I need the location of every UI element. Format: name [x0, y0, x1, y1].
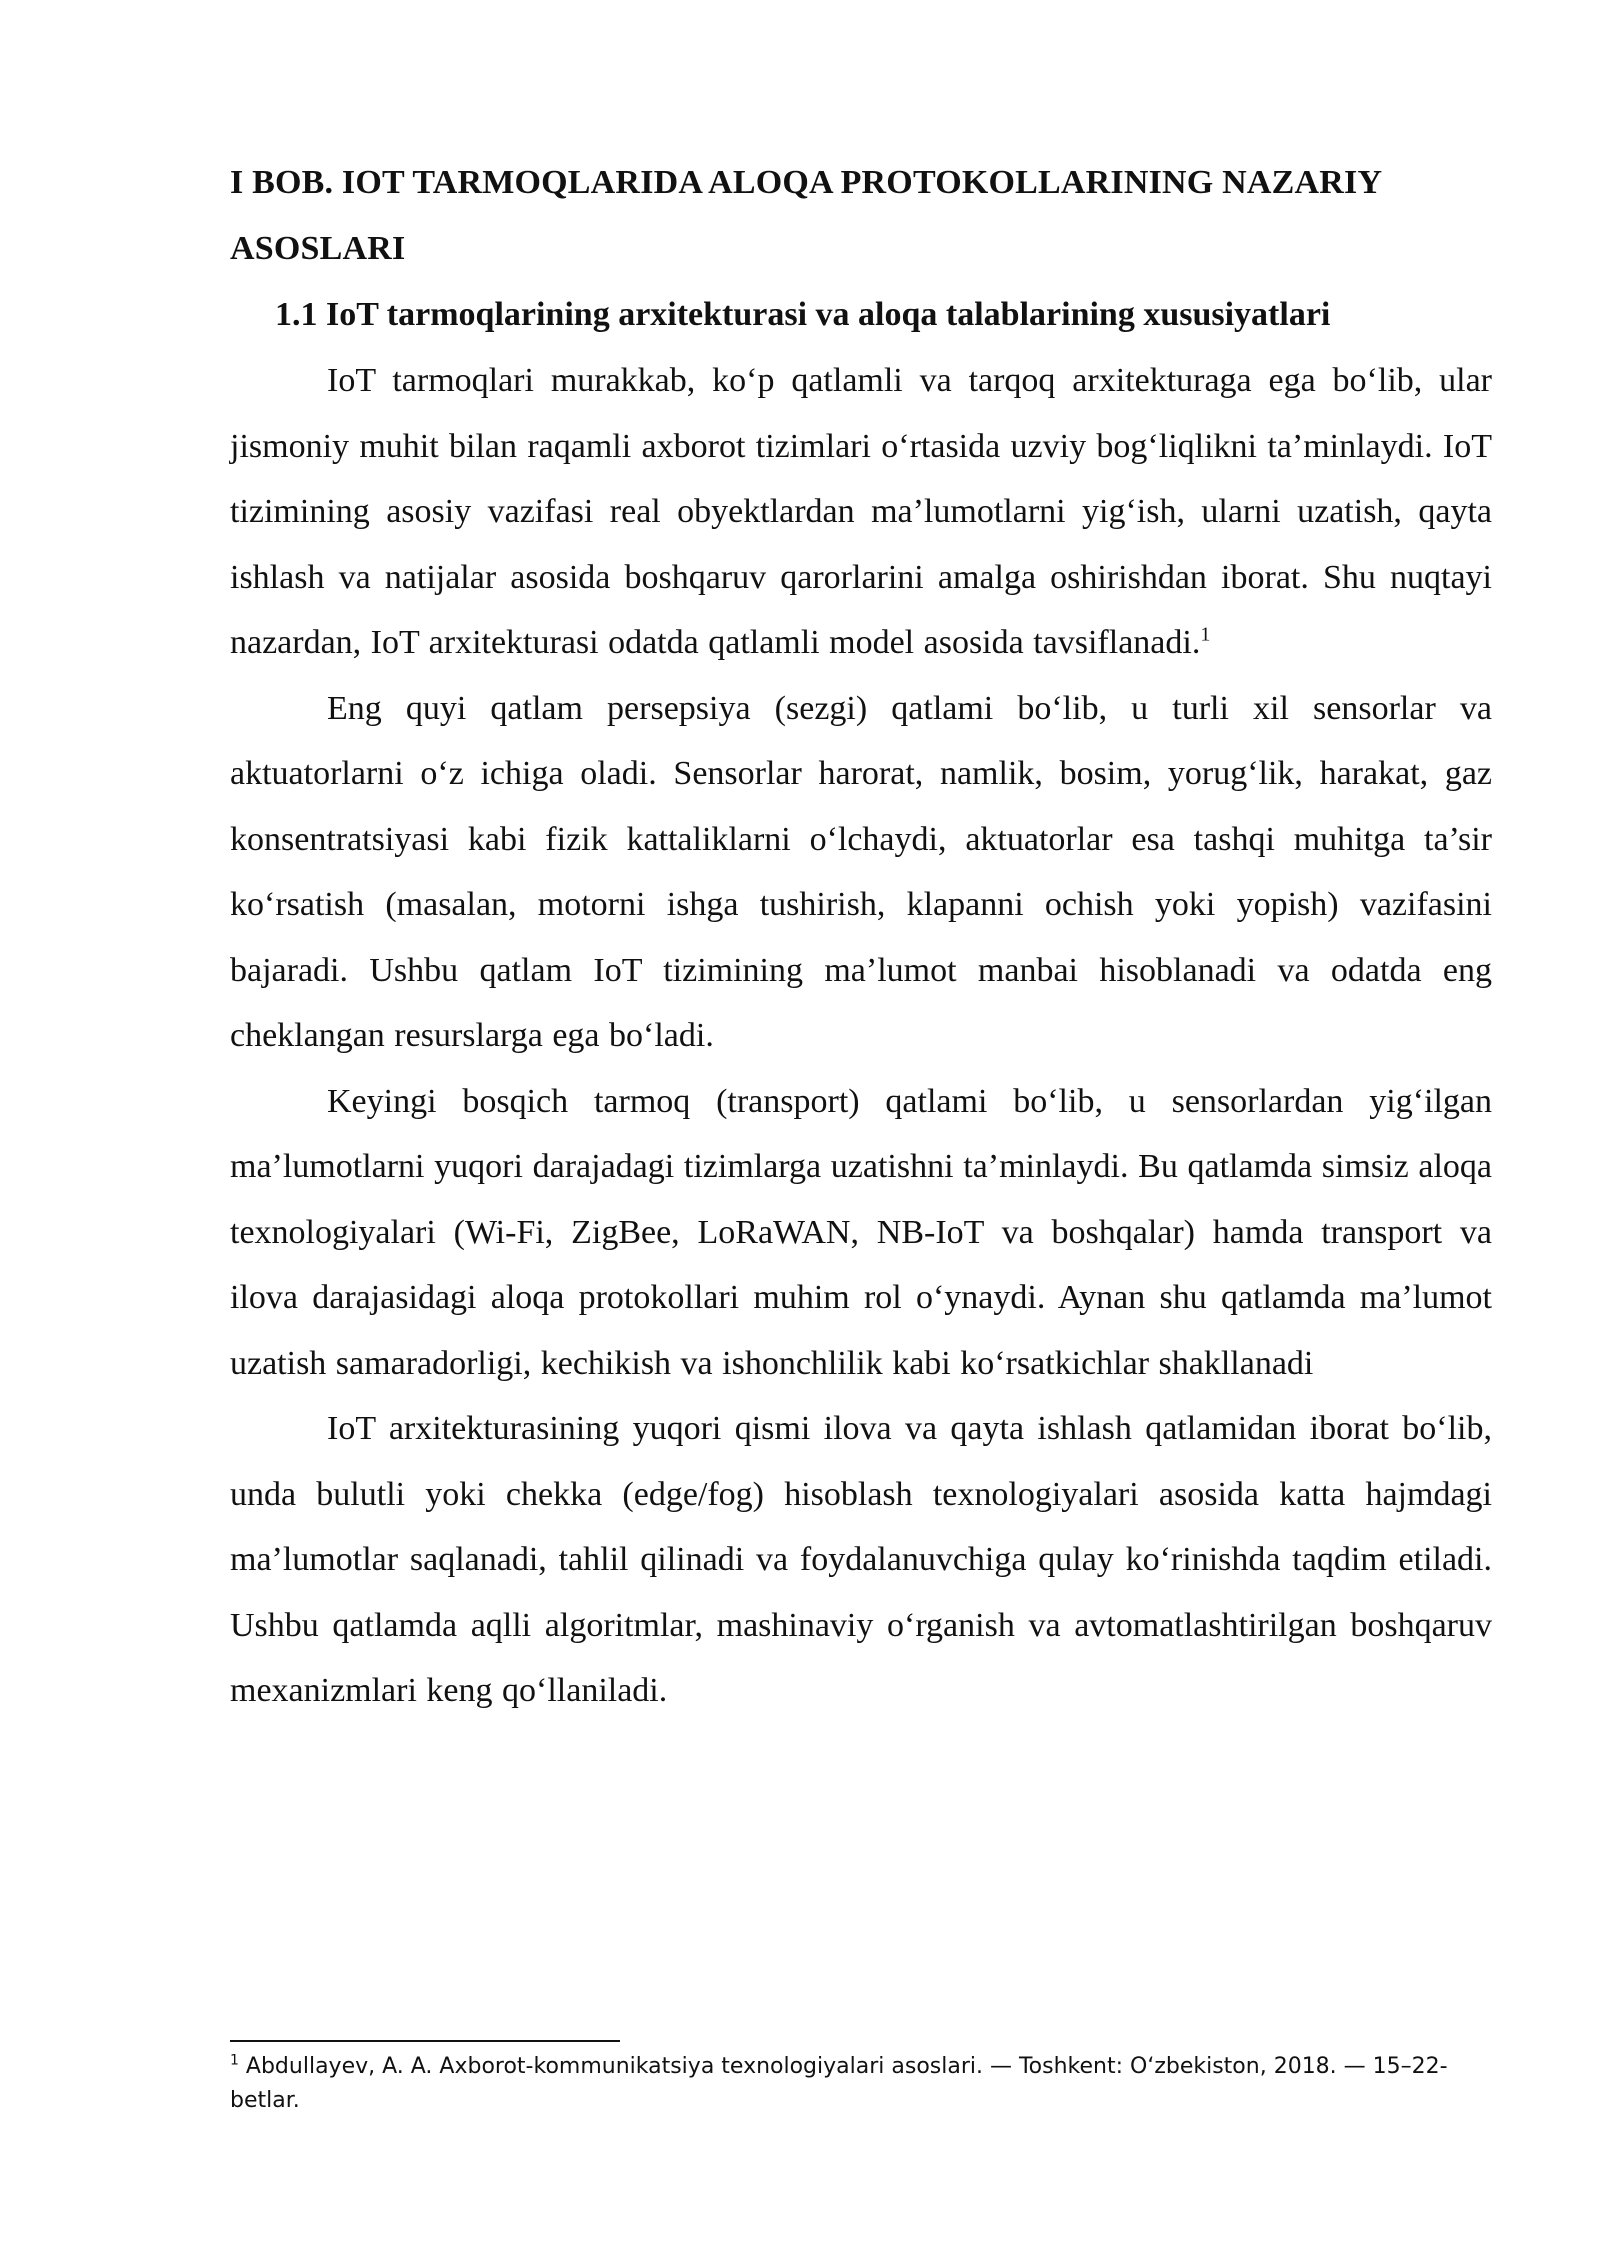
page-body	[230, 150, 1492, 1724]
section-title: 1.1 IoT tarmoqlarining arxitekturasi va aloqa talablarining xususiyatlari	[275, 296, 1331, 333]
paragraph-3: Keyingi bosqich tarmoq (transport) qatlami bo‘lib, u sensorlardan yig‘ilgan ma’lumotlarni yuqori darajadagi tizimlarga uzatishni ta’minlaydi. Bu qatlamda simsiz aloqa texnologiyalari (Wi-Fi, ZigBee, LoRaWAN, NB-IoT va boshqalar) hamda transport va ilova darajasidagi aloqa protokollari muhim rol o‘ynaydi. Aynan shu qatlamda ma’lumot uzatish samaradorligi, kechikish va ishonchlilik kabi ko‘rsatkichlar shakllanadi	[230, 1082, 1492, 1382]
paragraph-2: Eng quyi qatlam persepsiya (sezgi) qatlami bo‘lib, u turli xil sensorlar va aktuatorlarni o‘z ichiga oladi. Sensorlar harorat, namlik, bosim, yorug‘lik, harakat, gaz konsentratsiyasi kabi fizik kattaliklarni o‘lchaydi, aktuatorlar esa tashqi muhitga ta’sir ko‘rsatish (masalan, motorni ishga tushirish, klapanni ochish yoki yopish) vazifasini bajaradi. Ushbu qatlam IoT tizimining ma’lumot manbai hisoblanadi va odatda eng cheklangan resurslarga ega bo‘ladi.	[230, 689, 1492, 1054]
footnote-text: Abdullayev, A. A. Axborot-kommunikatsiya texnologiyalari asoslari. — Toshkent: O‘zbekiston, 2018. — 15–22-betlar.	[230, 2054, 1448, 2113]
footnote-reference[interactable]: 1	[1200, 623, 1211, 646]
chapter-title: I BOB. IOT TARMOQLARIDA ALOQA PROTOKOLLARINING NAZARIY ASOSLARI	[230, 164, 1381, 267]
paragraph-1-text: IoT tarmoqlari murakkab, ko‘p qatlamli va tarqoq arxitekturaga ega bo‘lib, ular jismoniy muhit bilan raqamli axborot tizimlari o‘rtasida uzviy bog‘liqlikni ta’minlaydi. IoT tizimining asosiy vazifasi real obyektlardan ma’lumotlarni yig‘ish, ularni uzatish, qayta ishlash va natijalar asosida boshqaruv qarorlarini amalga oshirishdan iborat. Shu nuqtayi nazardan, IoT arxitekturasi odatda qatlamli model asosida tavsiflanadi.	[230, 362, 1492, 661]
paragraph-1	[230, 348, 1492, 676]
footnote-number: 1	[230, 2052, 239, 2069]
footnote	[230, 2050, 1460, 2118]
paragraph-4: IoT arxitekturasining yuqori qismi ilova va qayta ishlash qatlamidan iborat bo‘lib, unda bulutli yoki chekka (edge/fog) hisoblash texnologiyalari asosida katta hajmdagi ma’lumotlar saqlanadi, tahlil qilinadi va foydalanuvchiga qulay ko‘rinishda taqdim etiladi. Ushbu qatlamda aqlli algoritmlar, mashinaviy o‘rganish va avtomatlashtirilgan boshqaruv mexanizmlari keng qo‘llaniladi.	[230, 1410, 1492, 1709]
footnote-separator	[230, 2040, 620, 2042]
